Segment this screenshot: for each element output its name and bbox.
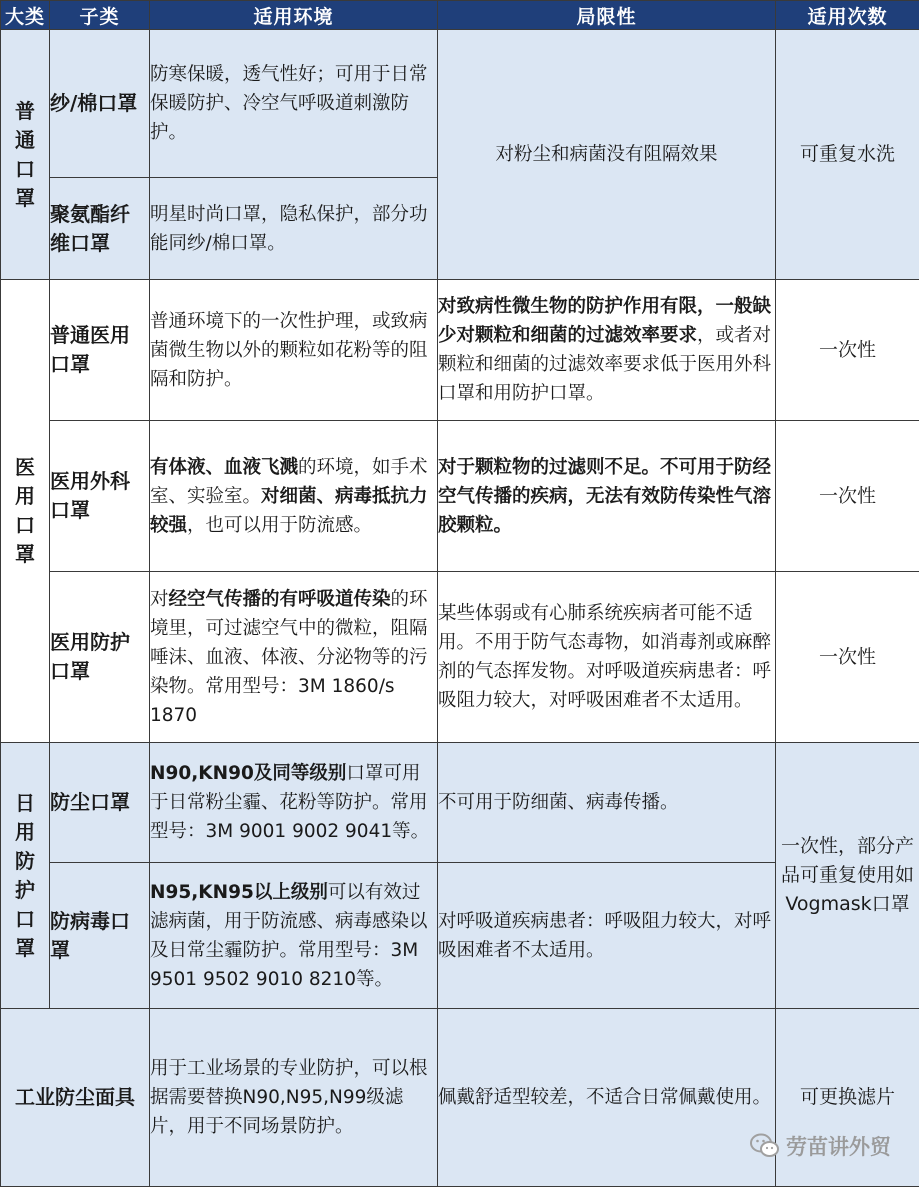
category-cell: 工业防尘面具 (1, 1009, 150, 1187)
category-label: 普通口罩 (15, 98, 35, 210)
environment-cell (150, 572, 438, 743)
limitation-emphasis: 对于颗粒物的过滤则不足。不可用于防经空气传播的疾病，无法有效防传染性气溶胶颗粒。 (438, 456, 772, 536)
watermark (750, 1131, 891, 1161)
limitation-text: ，或者对颗粒和细菌的过滤效率要求低于医用外科口罩和用防护口罩。 (438, 325, 772, 404)
usage-cell: 一次性 (776, 421, 919, 572)
environment-emphasis: 有体液、血液飞溅 (150, 456, 299, 478)
usage-cell: 可更换滤片 (776, 1009, 919, 1187)
category-cell (1, 743, 50, 1009)
header-row (1, 1, 919, 30)
environment-cell (150, 863, 438, 1009)
usage-cell: 可重复水洗 (776, 30, 919, 280)
environment-text: 的环境，如手术室、实验室。 (150, 456, 428, 507)
header-limitation: 局限性 (438, 1, 776, 30)
table-row (1, 280, 919, 421)
environment-cell: 普通环境下的一次性护理，或致病菌微生物以外的颗粒如花粉等的阻隔和防护。 (150, 280, 438, 421)
category-cell (1, 280, 50, 743)
limitation-emphasis: 对致病性微生物的防护作用有限，一般缺少对颗粒和细菌的过滤效率要求 (438, 296, 772, 346)
header-subcategory: 子类 (50, 1, 150, 30)
limitation-cell: 某些体弱或有心肺系统疾病者可能不适用。不用于防气态毒物，如消毒剂或麻醉剂的气态挥发物。对呼吸道疾病患者：呼吸阻力较大，对呼吸困难者不太适用。 (438, 572, 776, 743)
subcategory-cell: 聚氨酯纤维口罩 (50, 178, 150, 280)
environment-cell: 用于工业场景的专业防护，可以根据需要替换N90,N95,N99级滤片，用于不同场景防护。 (150, 1009, 438, 1187)
category-cell (1, 30, 50, 280)
limitation-cell: 不可用于防细菌、病毒传播。 (438, 743, 776, 863)
environment-cell: 防寒保暖，透气性好；可用于日常保暖防护、冷空气呼吸道刺激防护。 (150, 30, 438, 178)
subcategory-cell: 防尘口罩 (50, 743, 150, 863)
limitation-cell: 对呼吸道疾病患者：呼吸阻力较大，对呼吸困难者不太适用。 (438, 863, 776, 1009)
category-label: 日用防护口罩 (15, 790, 35, 960)
category-label: 医用口罩 (15, 455, 35, 566)
environment-text: 对 (150, 588, 169, 610)
wechat-icon (750, 1133, 780, 1159)
limitation-cell (438, 421, 776, 572)
table-row (1, 421, 919, 572)
environment-cell: 明星时尚口罩，隐私保护，部分功能同纱/棉口罩。 (150, 178, 438, 280)
environment-emphasis: N95,KN95以上级别 (150, 881, 328, 903)
environment-emphasis: 经空气传播的有呼吸道传染 (168, 588, 391, 610)
limitation-cell: 佩戴舒适型较差，不适合日常佩戴使用。 (438, 1009, 776, 1187)
limitation-cell: 对粉尘和病菌没有阻隔效果 (438, 30, 776, 280)
environment-cell (150, 421, 438, 572)
usage-cell: 一次性，部分产品可重复使用如Vogmask口罩 (776, 743, 919, 1009)
environment-text: 的环境里，可过滤空气中的微粒，阻隔唾沫、血液、体液、分泌物等的污染物。常用型号：3M 1860/s 1870 (150, 588, 428, 726)
header-environment: 适用环境 (150, 1, 438, 30)
subcategory-cell: 医用外科口罩 (50, 421, 150, 572)
environment-text: 口罩可用于日常粉尘霾、花粉等防护。常用型号：3M 9001 9002 9041等。 (150, 763, 430, 842)
header-usage-count: 适用次数 (776, 1, 919, 30)
table-row (1, 743, 919, 863)
header-category: 大类 (1, 1, 50, 30)
subcategory-cell: 普通医用口罩 (50, 280, 150, 421)
watermark-text: 劳苗讲外贸 (786, 1135, 891, 1159)
environment-text: 可以有效过滤病菌，用于防流感、病毒感染以及日常尘霾防护。常用型号：3M 9501 9502 9010 8210等。 (150, 881, 428, 990)
subcategory-cell: 防病毒口罩 (50, 863, 150, 1009)
table-row (1, 30, 919, 178)
subcategory-cell: 医用防护口罩 (50, 572, 150, 743)
environment-emphasis: N90,KN90及同等级别 (150, 763, 347, 784)
subcategory-cell: 纱/棉口罩 (50, 30, 150, 178)
usage-cell: 一次性 (776, 280, 919, 421)
usage-cell: 一次性 (776, 572, 919, 743)
table-row (1, 572, 919, 743)
environment-emphasis: 对细菌、病毒抵抗力较强 (150, 485, 428, 536)
environment-cell (150, 743, 438, 863)
limitation-cell (438, 280, 776, 421)
environment-text: ，也可以用于防流感。 (187, 514, 373, 536)
